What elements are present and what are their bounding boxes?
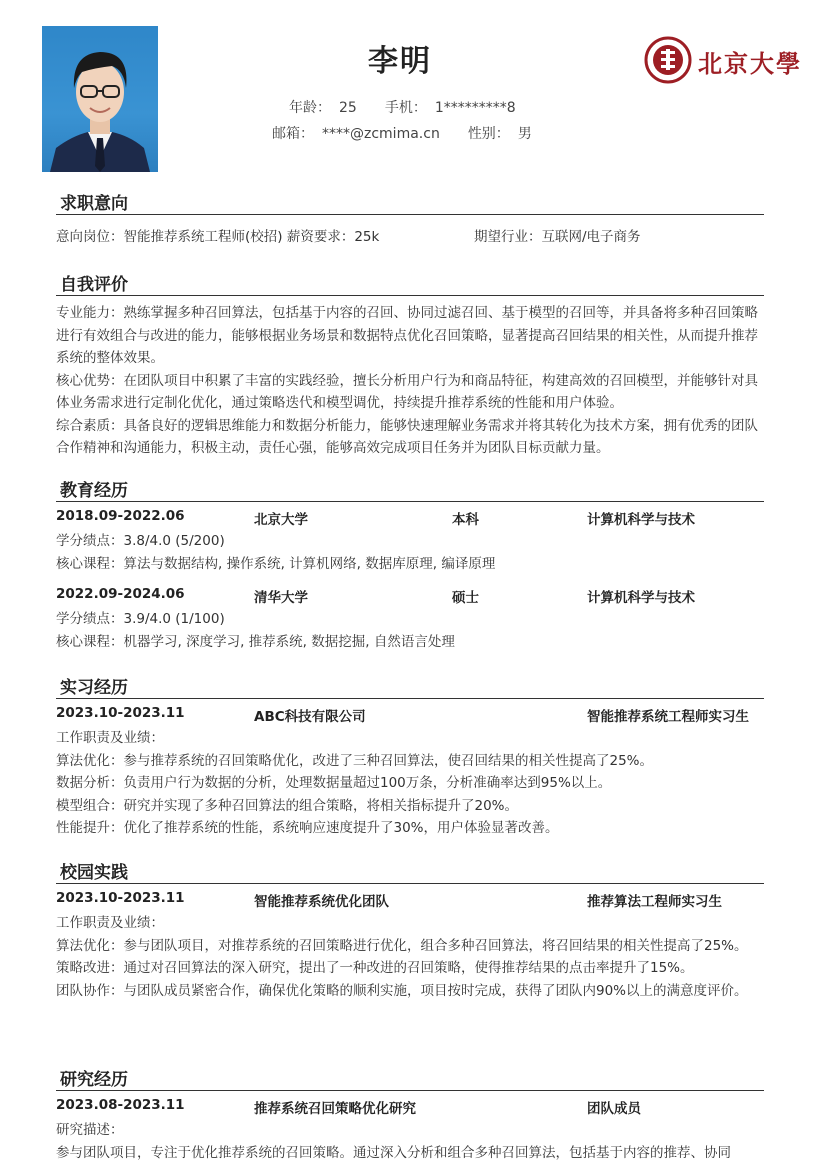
research-project: 推荐系统召回策略优化研究 bbox=[254, 1097, 416, 1117]
education-major: 计算机科学与技术 bbox=[587, 586, 695, 606]
campus-details bbox=[56, 912, 764, 1002]
email-label: 邮箱： bbox=[272, 126, 314, 142]
education-courses: 核心课程：算法与数据结构, 操作系统, 计算机网络, 数据库原理, 编译原理 bbox=[56, 553, 764, 576]
section-divider bbox=[56, 501, 764, 502]
section-title-intention: 求职意向 bbox=[60, 189, 128, 214]
education-courses: 核心课程：机器学习, 深度学习, 推荐系统, 数据挖掘, 自然语言处理 bbox=[56, 631, 764, 654]
section-title-self-eval: 自我评价 bbox=[60, 270, 128, 295]
internship-details bbox=[56, 727, 764, 840]
education-date: 2022.09-2024.06 bbox=[56, 586, 185, 602]
logo-text: 北京大學 bbox=[698, 44, 802, 79]
research-date: 2023.08-2023.11 bbox=[56, 1097, 185, 1113]
research-details bbox=[56, 1119, 764, 1164]
phone-label: 手机： bbox=[385, 100, 427, 116]
info-row-2 bbox=[272, 123, 532, 143]
university-logo bbox=[644, 36, 794, 84]
intention-industry: 期望行业：互联网/电子商务 bbox=[474, 226, 764, 249]
internship-company: ABC科技有限公司 bbox=[254, 705, 366, 725]
self-eval-paragraph: 专业能力：熟练掌握多种召回算法，包括基于内容的召回、协同过滤召回、基于模型的召回等，并具备将多种召回策略进行有效组合与改进的能力，能够根据业务场景和数据特点优化召回策略，显著提高召回结果的相关性，从而提升推荐系统的整体效果。 bbox=[56, 302, 764, 370]
campus-role: 推荐算法工程师实习生 bbox=[587, 890, 722, 910]
education-gpa: 学分绩点：3.9/4.0 (1/100) bbox=[56, 608, 764, 631]
self-eval-paragraph: 核心优势：在团队项目中积累了丰富的实践经验，擅长分析用户行为和商品特征，构建高效的召回模型，并能够针对具体业务需求进行定制化优化，通过策略迭代和模型调优，持续提升推荐系统的性能和用户体验。 bbox=[56, 370, 764, 415]
internship-line: 性能提升：优化了推荐系统的性能，系统响应速度提升了30%，用户体验显著改善。 bbox=[56, 817, 764, 840]
education-details bbox=[56, 530, 764, 575]
section-divider bbox=[56, 1090, 764, 1091]
section-title-education: 教育经历 bbox=[60, 476, 128, 501]
education-row bbox=[56, 586, 764, 608]
phone-value: 1*********8 bbox=[435, 100, 516, 116]
education-school: 北京大学 bbox=[254, 508, 308, 528]
section-divider bbox=[56, 214, 764, 215]
age-label: 年龄： bbox=[289, 100, 331, 116]
internship-line: 模型组合：研究并实现了多种召回算法的组合策略，将相关指标提升了20%。 bbox=[56, 795, 764, 818]
research-role: 团队成员 bbox=[587, 1097, 641, 1117]
research-line: 参与团队项目，专注于优化推荐系统的召回策略。通过深入分析和组合多种召回算法，包括基于内容的推荐、协同 bbox=[56, 1142, 764, 1164]
campus-org: 智能推荐系统优化团队 bbox=[254, 890, 389, 910]
education-degree: 硕士 bbox=[452, 586, 479, 606]
age-value: 25 bbox=[339, 100, 357, 116]
email-value: ****@zcmima.cn bbox=[322, 126, 440, 142]
research-row bbox=[56, 1097, 764, 1119]
campus-row bbox=[56, 890, 764, 912]
section-title-campus: 校园实践 bbox=[60, 858, 128, 883]
education-details bbox=[56, 608, 764, 653]
info-row-1 bbox=[289, 97, 516, 117]
section-title-internship: 实习经历 bbox=[60, 673, 128, 698]
self-eval-paragraph: 综合素质：具备良好的逻辑思维能力和数据分析能力，能够快速理解业务需求并将其转化为技术方案，拥有优秀的团队合作精神和沟通能力，积极主动，责任心强，能够高效完成项目任务并为团队目标贡献力量。 bbox=[56, 415, 764, 460]
self-eval-text bbox=[56, 302, 764, 460]
education-degree: 本科 bbox=[452, 508, 479, 528]
internship-line: 数据分析：负责用户行为数据的分析，处理数据量超过100万条，分析准确率达到95%以上。 bbox=[56, 772, 764, 795]
intention-position: 意向岗位：智能推荐系统工程师(校招) 薪资要求：25k bbox=[56, 226, 456, 249]
section-divider bbox=[56, 698, 764, 699]
education-school: 清华大学 bbox=[254, 586, 308, 606]
gender-label: 性别： bbox=[468, 126, 510, 142]
internship-role: 智能推荐系统工程师实习生 bbox=[587, 705, 749, 725]
candidate-name: 李明 bbox=[340, 36, 460, 80]
campus-line: 工作职责及业绩： bbox=[56, 912, 764, 935]
gender-value: 男 bbox=[518, 126, 532, 142]
section-divider bbox=[56, 295, 764, 296]
education-major: 计算机科学与技术 bbox=[587, 508, 695, 528]
research-line: 研究描述： bbox=[56, 1119, 764, 1142]
education-date: 2018.09-2022.06 bbox=[56, 508, 185, 524]
section-title-research: 研究经历 bbox=[60, 1065, 128, 1090]
education-gpa: 学分绩点：3.8/4.0 (5/200) bbox=[56, 530, 764, 553]
internship-date: 2023.10-2023.11 bbox=[56, 705, 185, 721]
campus-line: 算法优化：参与团队项目，对推荐系统的召回策略进行优化，组合多种召回算法，将召回结果的相关性提高了25%。 bbox=[56, 935, 764, 958]
campus-line: 策略改进：通过对召回算法的深入研究，提出了一种改进的召回策略，使得推荐结果的点击率提升了15%。 bbox=[56, 957, 764, 980]
campus-line: 团队协作：与团队成员紧密合作，确保优化策略的顺利实施，项目按时完成，获得了团队内90%以上的满意度评价。 bbox=[56, 980, 764, 1003]
section-divider bbox=[56, 883, 764, 884]
university-seal-icon bbox=[644, 36, 692, 84]
profile-photo bbox=[42, 26, 158, 172]
campus-date: 2023.10-2023.11 bbox=[56, 890, 185, 906]
internship-line: 算法优化：参与推荐系统的召回策略优化，改进了三种召回算法，使召回结果的相关性提高了25%。 bbox=[56, 750, 764, 773]
internship-line: 工作职责及业绩： bbox=[56, 727, 764, 750]
internship-row bbox=[56, 705, 764, 727]
education-row bbox=[56, 508, 764, 530]
